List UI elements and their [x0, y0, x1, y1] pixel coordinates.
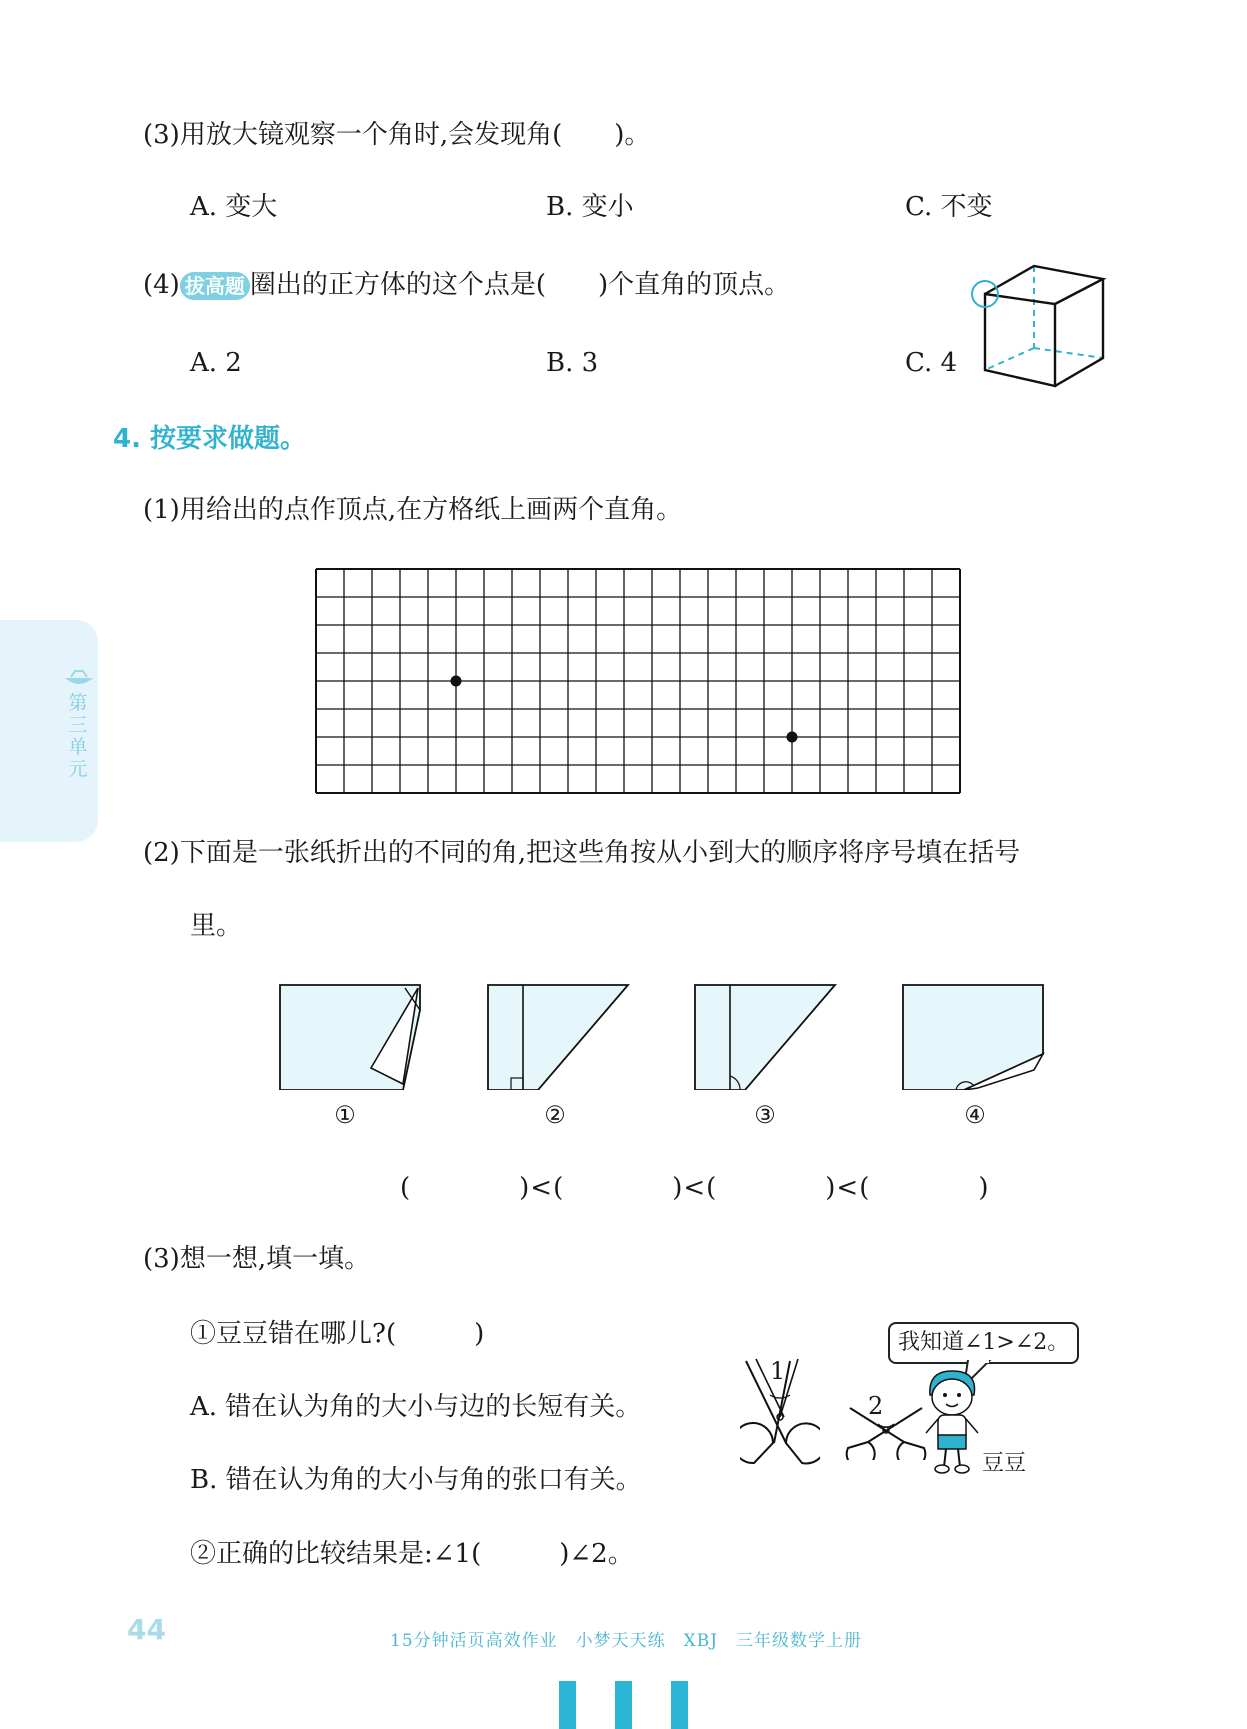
boat-icon [63, 668, 95, 692]
boy-name-label: 豆豆 [982, 1451, 1027, 1476]
q3-4-option-b[interactable]: B. 3 [546, 348, 599, 378]
q4-3-question: (3)想一想,填一填。 [143, 1244, 371, 1274]
page-number: 44 [127, 1613, 166, 1646]
footer-bar-1 [559, 1681, 576, 1729]
cube-figure [965, 258, 1115, 393]
section-4-title: 4. 按要求做题。 [113, 424, 307, 454]
unit-side-label: 第三单元 [68, 692, 88, 780]
folded-paper-1 [275, 980, 425, 1090]
q4-3-option-a[interactable]: A. 错在认为角的大小与边的长短有关。 [190, 1392, 642, 1422]
footer-bar-3 [671, 1681, 688, 1729]
q4-2-question-line2: 里。 [190, 911, 243, 941]
footer-bar-2 [615, 1681, 632, 1729]
boy-doudou-icon [918, 1365, 988, 1475]
q3-3-option-b[interactable]: B. 变小 [546, 192, 634, 222]
folded-paper-3 [690, 980, 840, 1090]
figure-label-2: ② [544, 1101, 566, 1129]
folded-paper-4 [898, 980, 1048, 1090]
q4-3-sub1[interactable]: ①豆豆错在哪儿?( ) [190, 1319, 485, 1349]
q3-3-question: (3)用放大镜观察一个角时,会发现角( )。 [143, 120, 651, 150]
q3-4-number: (4) [143, 270, 180, 300]
figure-label-3: ③ [754, 1101, 776, 1129]
challenge-tag: 拔高题 [180, 272, 250, 300]
q3-3-option-a[interactable]: A. 变大 [190, 192, 278, 222]
angle-2-label: 2 [868, 1392, 884, 1420]
q4-3-sub2[interactable]: ②正确的比较结果是:∠1( )∠2。 [190, 1539, 634, 1569]
q4-1-question: (1)用给出的点作顶点,在方格纸上画两个直角。 [143, 495, 683, 525]
speech-bubble: 我知道∠1>∠2。 [888, 1322, 1079, 1364]
q3-3-option-c[interactable]: C. 不变 [905, 192, 993, 222]
angle-1-label: 1 [770, 1357, 786, 1385]
footer-text: 15分钟活页高效作业 小梦天天练 XBJ 三年级数学上册 [390, 1631, 863, 1651]
figure-label-4: ④ [964, 1101, 986, 1129]
vertex-dot-2 [787, 732, 798, 743]
folded-paper-2 [483, 980, 633, 1090]
q4-3-option-b[interactable]: B. 错在认为角的大小与角的张口有关。 [190, 1465, 642, 1495]
grid-paper[interactable] [314, 567, 964, 797]
figure-label-1: ① [334, 1101, 356, 1129]
q4-2-question-line1: (2)下面是一张纸折出的不同的角,把这些角按从小到大的顺序将序号填在括号 [143, 838, 1021, 868]
q3-4-option-c[interactable]: C. 4 [905, 348, 958, 378]
ordering-answer-row[interactable]: ( )<( )<( )<( ) [400, 1173, 990, 1203]
vertex-dot-1 [451, 676, 462, 687]
q3-4-text: 圈出的正方体的这个点是( )个直角的顶点。 [249, 270, 791, 300]
q3-4-option-a[interactable]: A. 2 [190, 348, 242, 378]
q3-4-question [143, 268, 790, 302]
